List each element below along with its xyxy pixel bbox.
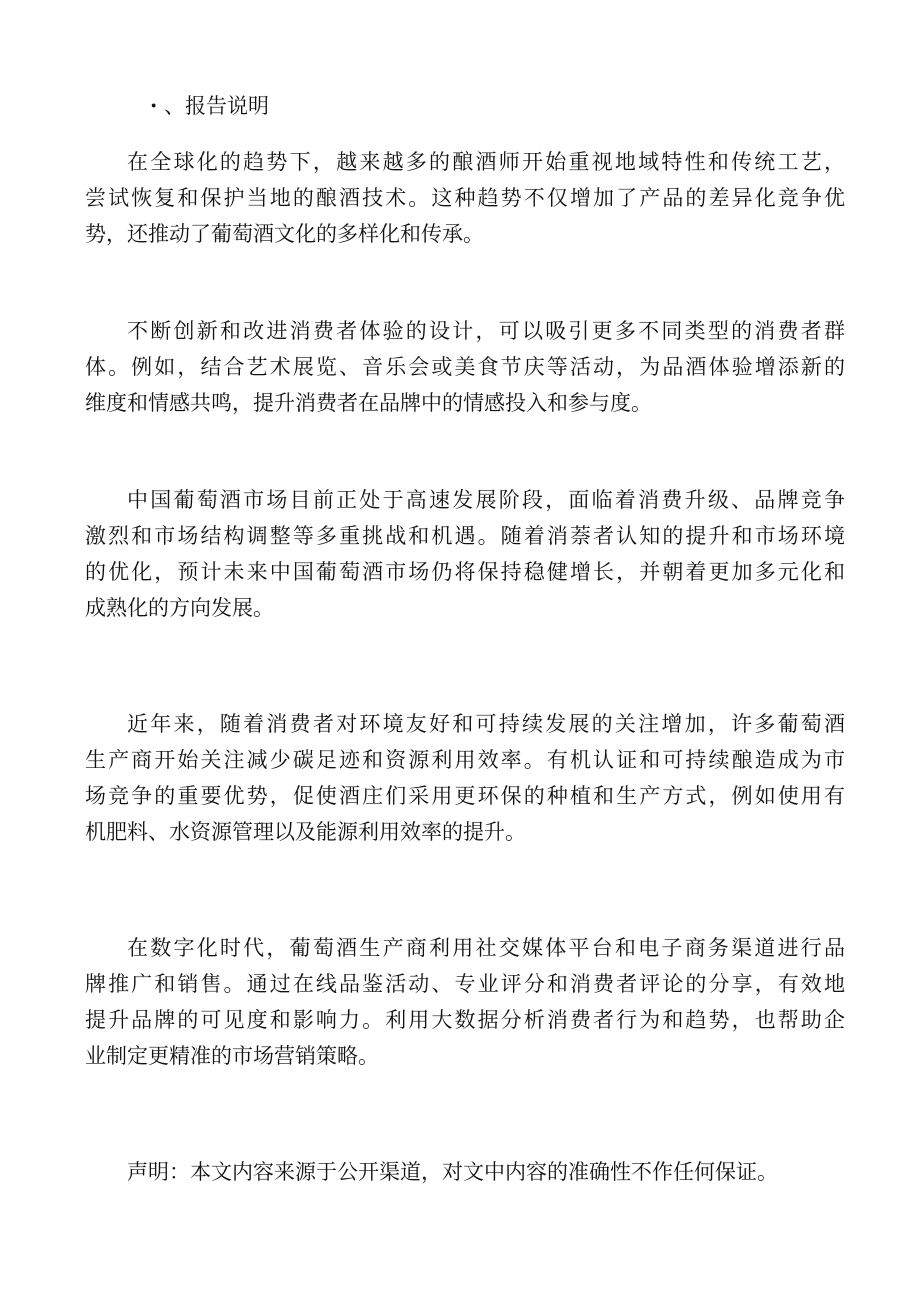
paragraph-line: 场竞争的重要优势，促使酒庄们采用更环保的种植和生产方式，例如使用有 <box>85 784 845 808</box>
paragraph-line: 势，还推动了葡萄酒文化的多样化和传承。 <box>85 222 484 246</box>
paragraph-consumer-experience <box>85 313 845 421</box>
disclaimer-line: 声明：本文内容来源于公开渠道，对文中内容的准确性不作任何保证。 <box>127 1160 778 1184</box>
paragraph-line: 在全球化的趋势下，越来越多的酿酒师开始重视地域特性和传统工艺， <box>127 150 845 174</box>
paragraph-line: 提升品牌的可见度和影响力。利用大数据分析消费者行为和趋势，也帮助企 <box>85 1008 845 1032</box>
paragraph-line: 牌推广和销售。通过在线品鉴活动、专业评分和消费者评论的分享，有效地 <box>85 972 845 996</box>
heading-bullet: · <box>150 93 158 118</box>
heading-text: 、报告说明 <box>164 94 269 118</box>
paragraph-line: 生产商开始关注减少碳足迹和资源利用效率。有机认证和可持续酿造成为市 <box>85 748 845 772</box>
paragraph-line: 激烈和市场结构调整等多重挑战和机遇。随着消萘者认知的提升和市场环境 <box>85 524 845 548</box>
paragraph-line: 不断创新和改进消费者体验的设计，可以吸引更多不同类型的消费者群 <box>127 319 845 343</box>
paragraph-line: 业制定更精准的市场营销策略。 <box>85 1044 379 1068</box>
paragraph-line: 机肥料、水资源管理以及能源利用效率的提升。 <box>85 820 526 844</box>
paragraph-digitalization <box>85 930 845 1074</box>
paragraph-line: 在数字化时代，葡萄酒生产商利用社交媒体平台和电子商务渠道进行品 <box>127 936 845 960</box>
paragraph-line: 体。例如，结合艺术展览、音乐会或美食节庆等活动，为品酒体验增添新的 <box>85 355 845 379</box>
paragraph-line: 的优化，预计未来中国葡萄酒市场仍将保持稳健增长，并朝着更加多元化和 <box>85 560 845 584</box>
paragraph-line: 中国葡萄酒市场目前正处于高速发展阶段，面临着消费升级、品牌竞争 <box>127 488 845 512</box>
paragraph-china-market <box>85 482 845 626</box>
paragraph-line: 近年来，随着消费者对环境友好和可持续发展的关注增加，许多葡萄酒 <box>127 712 845 736</box>
paragraph-sustainability <box>85 706 845 850</box>
paragraph-line: 成熟化的方向发展。 <box>85 596 274 620</box>
disclaimer-paragraph <box>85 1154 845 1190</box>
paragraph-line: 维度和情感共鸣，提升消费者在品牌中的情感投入和参与度。 <box>85 391 652 415</box>
paragraph-line: 尝试恢复和保护当地的酿酒技术。这种趋势不仅增加了产品的差异化竞争优 <box>85 186 845 210</box>
section-heading <box>150 92 269 120</box>
paragraph-globalization <box>85 144 845 252</box>
